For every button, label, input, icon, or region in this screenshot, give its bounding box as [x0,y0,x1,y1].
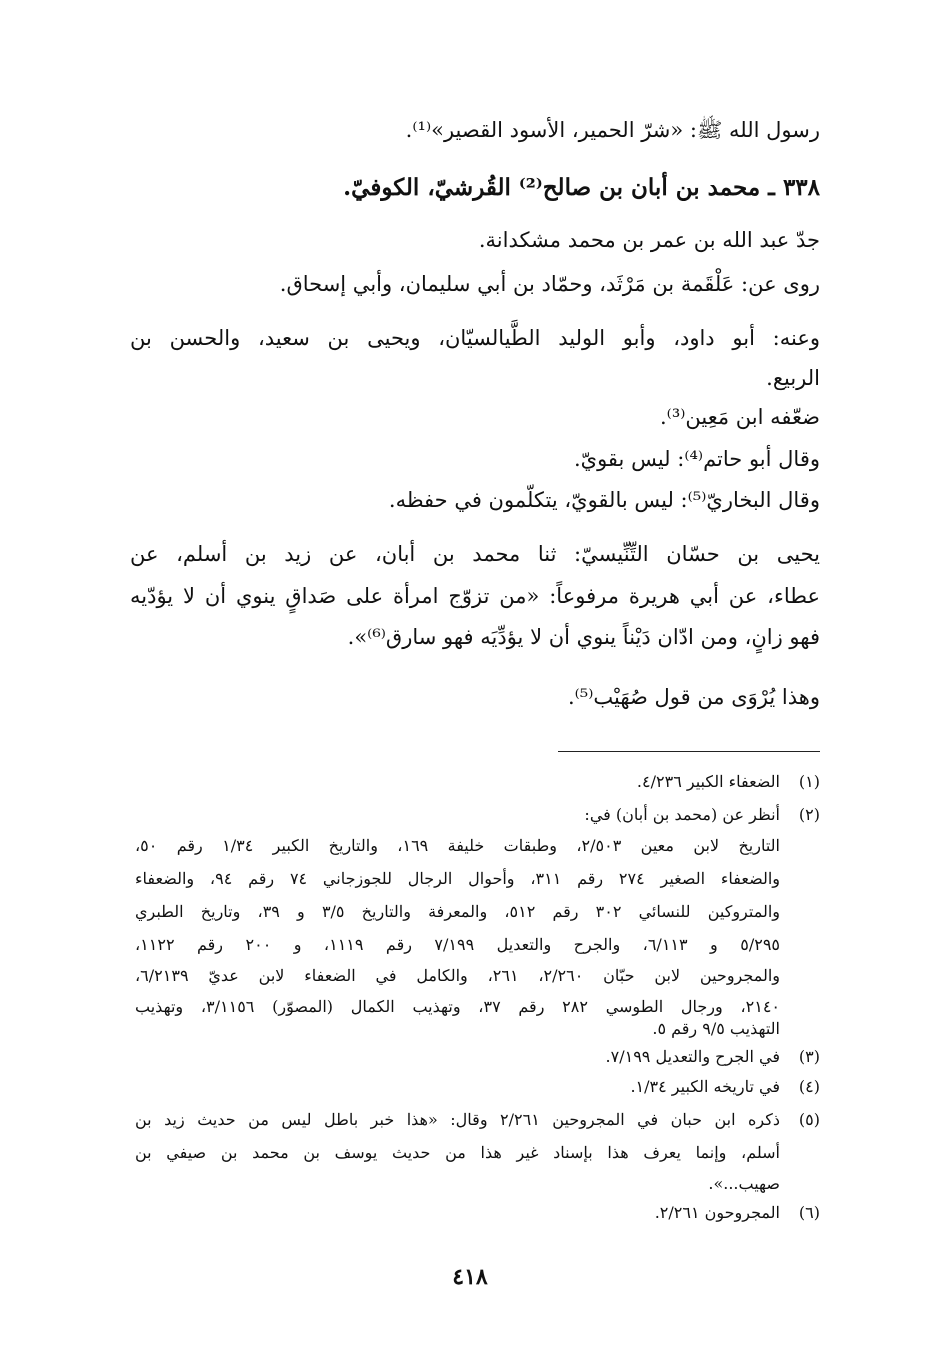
footnote-number: (٣) [798,1047,820,1066]
footnote-line: أسلم، وإنما يعرف هذا بإسناد غير هذا من حديث يوسف بن محمد بن صيفي بن [135,1143,780,1162]
footnote-number: (١) [798,772,820,791]
body-line: وعنه: أبو داود، وأبو الوليد الطَّيالسيّان، ويحيى بن سعيد، والحسن بن [130,326,820,350]
footnote-line: ٥/٢٩٥ و ٦/١١٣، والجرح والتعديل ٧/١٩٩ رقم ١١١٩، و ٢٠٠ رقم ١١٢٢، [135,935,781,954]
footnote-4 [135,1077,820,1097]
page-number: ٤١٨ [452,1264,488,1290]
footnote-line: التاريخ لابن معين ٢/٥٠٣، وطبقات خليفة ١٦٩، والتاريخ الكبير ١/٣٤ رقم ٥٠، [135,836,780,855]
footnote-text: الضعفاء الكبير ٤/٢٣٦. [636,772,780,791]
footnote-number: (٦) [798,1203,820,1222]
footnote-text: أنظر عن (محمد بن أبان) في: [584,805,780,824]
footnote-separator [558,751,820,752]
footnote-1 [135,772,820,792]
footnote-number: (٤) [798,1077,820,1096]
footnote-text: في تاريخه الكبير ١/٣٤. [630,1077,780,1096]
body-line: وهذا يُرْوَى من قول صُهَيْب⁽⁵⁾. [567,685,820,709]
body-line: رسول الله ﷺ: «شرّ الحمير، الأسود القصير»⁽¹⁾. [405,118,820,142]
footnote-text: المجروحون ٢/٢٦١. [654,1203,780,1222]
footnote-line: ٢١٤٠، ورجال الطوسي ٢٨٢ رقم ٣٧، وتهذيب الكمال (المصوّر) ٣/١١٥٦، وتهذيب [135,997,781,1016]
footnote-line: صهيب...». [708,1174,780,1193]
body-line: الربيع. [766,366,820,390]
body-line: وقال أبو حاتم⁽⁴⁾: ليس بقويّ. [573,447,820,471]
footnote-line: والضعفاء الصغير ٢٧٤ رقم ٣١١، وأحوال الرجال للجوزجاني ٧٤ رقم ٩٤، والضعفاء [135,869,781,888]
footnote-6 [135,1203,820,1223]
body-line: عطاء، عن أبي هريرة مرفوعاً: «من تزوّج امرأة على صَداقٍ ينوي أن لا يؤدّيه [130,584,820,608]
footnote-line: والمتروكين للنسائي ٣٠٢ رقم ٥١٢، والمعرفة والتاريخ ٣/٥ و ٣٩، وتاريخ الطبري [135,902,780,921]
entry-heading: ٣٣٨ ـ محمد بن أبان بن صالح⁽²⁾ القُرشيّ، الكوفيّ. [343,174,820,201]
footnote-text: ذكره ابن حبان في المجروحين ٢/٢٦١ وقال: «هذا خبر باطل ليس من حديث زيد بن [135,1110,781,1129]
body-line: وقال البخاريّ⁽⁵⁾: ليس بالقويّ، يتكلّمون في حفظه. [388,488,820,512]
footnote-line: التهذيب ٩/٥ رقم ٥. [652,1019,780,1038]
body-line: فهو زانٍ، ومن ادّان دَيْناً ينوي أن لا يؤدِّيَه فهو سارق⁽⁶⁾». [347,625,820,649]
footnote-number: (٢) [798,805,820,824]
footnote-line: والمجروحين لابن حبّان ٢/٢٦٠، ٢٦١، والكامل في الضعفاء لابن عديّ ٦/٢١٣٩، [135,966,780,985]
footnote-text: في الجرح والتعديل ٧/١٩٩. [605,1047,780,1066]
footnote-2 [135,805,820,825]
body-line: جدّ عبد الله بن عمر بن محمد مشكدانة. [478,228,820,252]
footnote-number: (٥) [798,1110,821,1129]
body-line: روى عن: عَلْقَمة بن مَرْثَد، وحمّاد بن أبي سليمان، وأبي إسحاق. [279,272,820,296]
footnote-5 [135,1110,820,1130]
body-line: ضعّفه ابن مَعِين⁽³⁾. [660,405,820,429]
footnote-3 [135,1047,820,1067]
body-line: يحيى بن حسّان التِّنِّيسيّ: ثنا محمد بن أبان، عن زيد بن أسلم، عن [130,542,820,566]
